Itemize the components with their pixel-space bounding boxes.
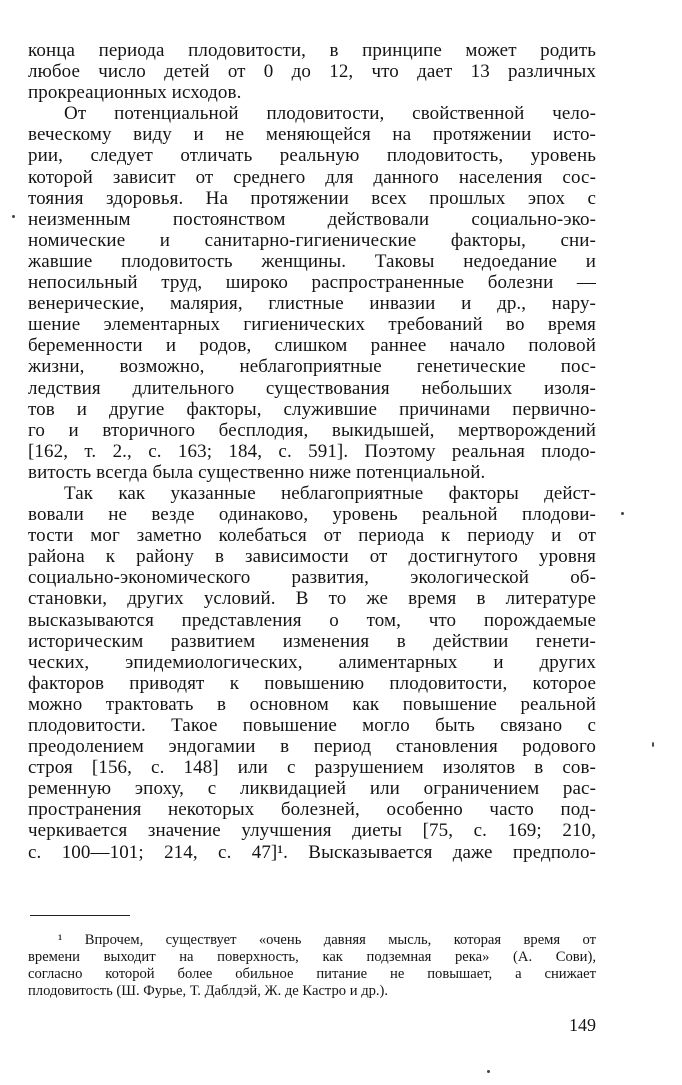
text-line: тости мог заметно колебаться от периода к периоду и от (28, 525, 596, 547)
text-line: любое число детей от 0 до 12, что дает 13 различных (28, 61, 596, 83)
text-line: го и вторичного бесплодия, выкидышей, мертворождений (28, 419, 596, 441)
text-line: пространения некоторых болезней, особенно часто под- (28, 799, 596, 821)
text-line: можно трактовать в основном как повышение реальной (28, 693, 596, 715)
text-line: становки, других условий. В то же время в литературе (28, 588, 596, 610)
text-line: строя [156, с. 148] или с разрушением изолятов в сов- (28, 757, 596, 779)
text-line: неизменным постоянством действовали социально-эко- (28, 208, 596, 230)
text-line: тов и другие факторы, служившие причинами первично- (28, 398, 596, 420)
text-line: шение элементарных гигиенических требований во время (28, 314, 596, 336)
text-line: которой зависит от среднего для данного населения сос- (28, 166, 596, 188)
text-line: веческому виду и не меняющейся на протяжении исто- (28, 124, 596, 146)
footnote-line: времени выходит на поверхность, как подземная река» (А. Сови), (28, 949, 596, 965)
page-number: 149 (569, 1015, 596, 1035)
text-line: с. 100—101; 214, с. 47]¹. Высказывается даже предполо- (28, 841, 596, 863)
footnote-block (28, 932, 596, 1000)
text-line: социально-экономического развития, экологической об- (28, 567, 596, 589)
text-line: жизни, возможно, неблагоприятные генетические пос- (28, 356, 596, 378)
body-text (28, 40, 596, 863)
text-line: непосильный труд, широко распространенные болезни — (28, 272, 596, 294)
text-line: преодолением эндогамии в период становления родового (28, 736, 596, 758)
text-line: плодовитости. Такое повышение могло быть связано с (28, 715, 596, 736)
text-line: историческим развитием изменения в действии генети- (28, 630, 596, 652)
text-line: венерические, малярия, глистные инвазии и др., нару- (28, 293, 596, 315)
text-line: рии, следует отличать реальную плодовитость, уровень (28, 145, 596, 167)
scan-speck (621, 512, 624, 515)
text-line: ческих, эпидемиологических, алиментарных и других (28, 651, 596, 673)
scan-speck (12, 215, 15, 218)
text-line: высказываются представления о том, что порождаемые (28, 609, 596, 631)
text-line: номические и санитарно-гигиенические факторы, сни- (28, 229, 596, 251)
footnote-line: согласно которой более обильное питание не повышает, а снижает (28, 966, 596, 982)
text-line: района к району в зависимости от достигнутого уровня (28, 546, 596, 568)
footnote-line: ¹ Впрочем, существует «очень давняя мысль, которая время от (58, 932, 596, 948)
text-line: ременную эпоху, с ликвидацией или ограничением рас- (28, 778, 596, 800)
text-line: конца периода плодовитости, в принципе может родить (28, 40, 596, 61)
footnote-separator (30, 915, 130, 916)
text-line: витость всегда была существенно ниже потенциальной. (28, 461, 486, 483)
text-line: От потенциальной плодовитости, свойственной чело- (64, 103, 596, 125)
footnote-line: плодовитость (Ш. Фурье, Т. Даблдэй, Ж. де Кастро и др.). (28, 983, 389, 999)
scan-speck (652, 742, 654, 747)
text-line: беременности и родов, слишком раннее начало половой (28, 335, 596, 357)
scan-speck (487, 1070, 490, 1073)
text-line: прокреационных исходов. (28, 82, 242, 104)
text-line: тояния здоровья. На протяжении всех прошлых эпох с (28, 187, 596, 209)
text-line: вовали не везде одинаково, уровень реальной плодови- (28, 504, 596, 526)
text-line: жавшие плодовитость женщины. Таковы недоедание и (28, 250, 596, 272)
text-line: черкивается значение улучшения диеты [75, с. 169; 210, (28, 820, 596, 842)
text-line: факторов приводят к повышению плодовитости, которое (28, 672, 596, 694)
text-line: [162, т. 2., с. 163; 184, с. 591]. Поэтому реальная плодо- (28, 440, 596, 462)
text-line: ледствия длительного существования небольших изоля- (28, 377, 596, 399)
text-line: Так как указанные неблагоприятные факторы дейст- (64, 482, 596, 504)
